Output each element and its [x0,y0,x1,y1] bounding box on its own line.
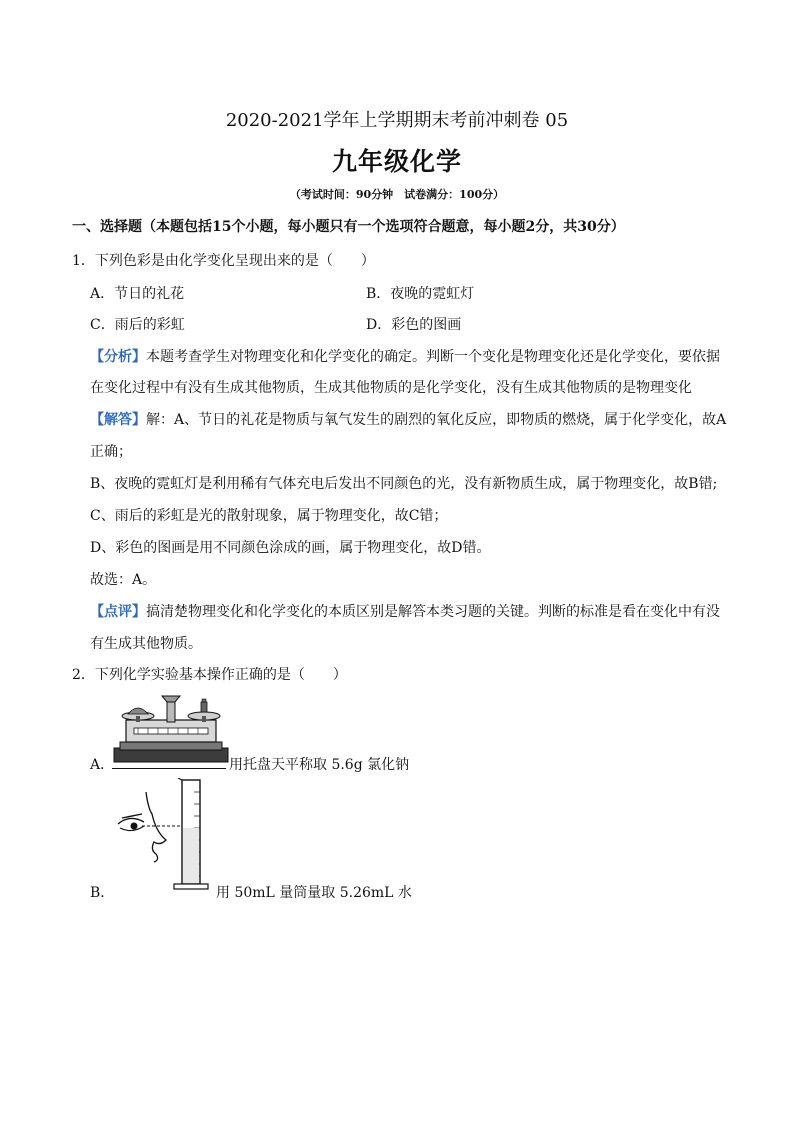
subject-title: 九年级化学 [331,147,462,176]
analysis-tag: 【分析】 [90,349,146,365]
figure-baseline [112,768,226,769]
q2-option-a-label: A． [90,757,115,773]
comment-line-1: 搞清楚物理变化和化学变化的本质区别是解答本类习题的关键。判断的标准是看在变化中有没 [146,604,720,620]
comment-line-2: 有生成其他物质。 [90,636,202,652]
q1-option-b: B．夜晚的霓虹灯 [366,286,475,302]
analysis-line-1: 本题考查学生对物理变化和化学变化的确定。判断一个变化是物理变化还是化学变化，要依据 [146,349,720,365]
q1-option-a: A．节日的礼花 [90,286,185,302]
comment-tag: 【点评】 [90,604,146,620]
answer-line-5: D、彩色的图画是用不同颜色涂成的画，属于物理变化，故D错。 [90,540,491,556]
measuring-cylinder-icon [112,778,216,890]
answer-choice: 故选：A。 [90,572,157,588]
q1-option-d: D．彩色的图画 [366,317,462,333]
q2-stem: 2．下列化学实验基本操作正确的是（ ） [72,667,347,683]
answer-line-2: 正确； [90,444,132,460]
analysis-line-2: 在变化过程中有没有生成其他物质，生成其他物质的是化学变化，没有生成其他物质的是物理变化 [90,380,692,396]
q2-option-b-text: 用 50mL 量筒量取 5.26mL 水 [216,885,412,901]
answer-line-4: C、雨后的彩虹是光的散射现象，属于物理变化，故C错； [90,508,448,524]
q2-option-b-label: B． [90,885,115,901]
q1-option-c: C．雨后的彩虹 [90,317,185,333]
q1-comment [90,601,720,621]
q1-analysis [90,346,720,366]
exam-title: 2020-2021学年上学期期末考前冲刺卷 05 [225,110,569,131]
q1-answer [90,409,726,429]
q2-option-a-text: 用托盘天平称取 5.6g 氯化钠 [229,757,410,773]
q1-stem: 1．下列色彩是由化学变化呈现出来的是（ ） [72,253,375,269]
exam-meta: （考试时间：90分钟 试卷满分：100分） [289,188,505,201]
answer-tag: 【解答】 [90,412,146,428]
answer-line-3: B、夜晚的霓虹灯是利用稀有气体充电后发出不同颜色的光，没有新物质生成，属于物理变化，故B错; [90,476,718,492]
answer-line-1: 解：A、节日的礼花是物质与氧气发生的剧烈的氧化反应，即物质的燃烧，属于化学变化，故A [146,412,727,428]
section-heading: 一、选择题（本题包括15个小题，每小题只有一个选项符合题意，每小题2分，共30分） [72,219,625,235]
balance-scale-icon [112,690,230,766]
